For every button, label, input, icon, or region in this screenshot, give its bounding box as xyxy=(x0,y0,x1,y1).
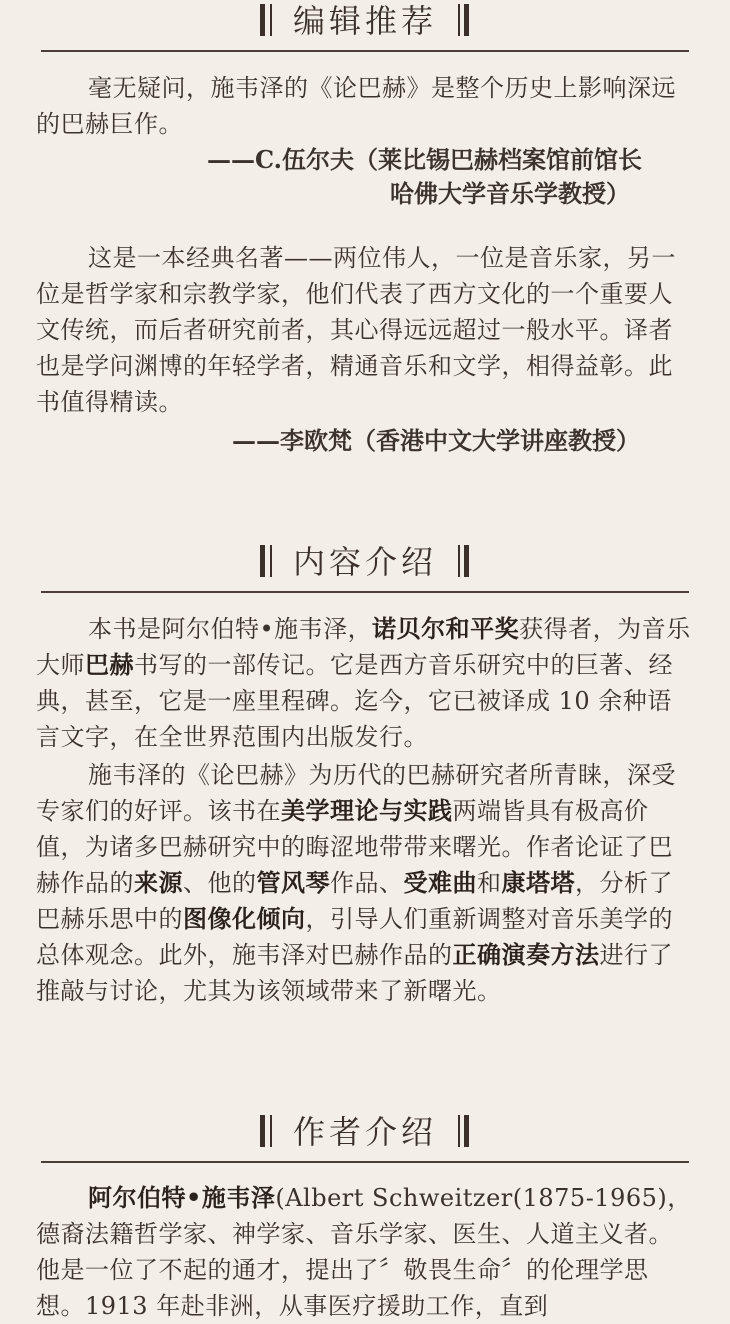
attribution-text: 哈佛大学音乐学教授） xyxy=(390,179,630,208)
content-paragraph-2 xyxy=(36,757,696,1009)
highlight-text: 管风琴 xyxy=(256,868,330,897)
attribution-text: ——李欧梵（香港中文大学讲座教授） xyxy=(232,426,640,455)
header-bar-right-thin xyxy=(458,545,460,577)
editor-attribution-1-line2 xyxy=(390,177,630,211)
author-name: 阿尔伯特•施韦泽 xyxy=(88,1183,276,1212)
section-header-author xyxy=(0,1111,730,1163)
author-paragraph xyxy=(36,1180,696,1324)
highlight-text: 正确演奏方法 xyxy=(452,940,600,969)
text-run: 两端皆具有极高价值，为诸多巴赫研究中的晦涩地带带来曙光。作者论证了巴赫作品的 xyxy=(36,797,673,897)
header-bar-right-thick xyxy=(464,545,469,577)
section-title-editor: 编辑推荐 xyxy=(292,2,437,40)
header-bar-right-thick xyxy=(464,4,469,36)
highlight-text: 巴赫 xyxy=(85,650,134,679)
text-run: 和 xyxy=(477,869,502,897)
section-divider xyxy=(41,591,689,593)
highlight-text: 康塔塔 xyxy=(501,868,575,897)
content-paragraph-1 xyxy=(36,611,696,755)
attribution-text: ——C.伍尔夫（莱比锡巴赫档案馆前馆长 xyxy=(207,145,643,174)
text-run: ，引导人们重新调整对音乐美学的总体观念。此外，施韦泽对巴赫作品的 xyxy=(36,905,673,969)
editor-quote-1: 毫无疑问，施韦泽的《论巴赫》是整个历史上影响深远的巴赫巨作。 xyxy=(36,74,676,138)
highlight-text: 美学理论与实践 xyxy=(281,796,453,825)
text-run: 作品、 xyxy=(330,869,404,897)
section-title-author: 作者介绍 xyxy=(292,1113,437,1151)
text-run: 施韦泽的《论巴赫》为历代的巴赫研究者所青睐，深受专家们的好评。该书在 xyxy=(36,761,676,825)
text-run: 书写的一部传记。它是西方音乐研究中的巨著、经典，甚至，它是一座里程碑。迄今，它已被译成 10 余种语言文字，在全世界范围内出版发行。 xyxy=(36,651,673,751)
text-run: 、他的 xyxy=(183,869,257,897)
editor-attribution-1-line1 xyxy=(207,143,642,177)
section-title-content: 内容介绍 xyxy=(292,543,437,581)
highlight-text: 图像化倾向 xyxy=(183,904,306,933)
header-bar-right-thick xyxy=(464,1115,469,1147)
section-divider xyxy=(41,1161,689,1163)
author-bio: (Albert Schweitzer(1875-1965)，德裔法籍哲学家、神学家、音乐学家、医生、人道主义者。他是一位了不起的通才，提出了〞敬畏生命〞的伦理学思想。1913 年赴非洲，从事医疗援助工作，直到 xyxy=(36,1184,692,1320)
header-bar-right-thin xyxy=(458,4,460,36)
section-header-content xyxy=(0,541,730,593)
section-header-editor xyxy=(0,0,730,52)
highlight-text: 诺贝尔和平奖 xyxy=(372,614,520,643)
text-run: ，分析了巴赫乐思中的 xyxy=(36,869,673,933)
section-divider xyxy=(41,50,689,52)
editor-attribution-2 xyxy=(232,424,640,458)
header-bar-right-thin xyxy=(458,1115,460,1147)
text-run: 本书是阿尔伯特•施韦泽， xyxy=(88,615,373,643)
highlight-text: 来源 xyxy=(134,868,183,897)
highlight-text: 受难曲 xyxy=(403,868,477,897)
text-run: 获得者，为音乐大师 xyxy=(36,615,691,679)
editor-quote-2: 这是一本经典名著——两位伟人，一位是音乐家，另一位是哲学家和宗教学家，他们代表了西方文化的一个重要人文传统，而后者研究前者，其心得远远超过一般水平。译者也是学问渊博的年轻学者，精通音乐和文学，相得益彰。此书值得精读。 xyxy=(36,244,676,416)
text-run: 进行了推敲与讨论，尤其为该领域带来了新曙光。 xyxy=(36,941,673,1005)
